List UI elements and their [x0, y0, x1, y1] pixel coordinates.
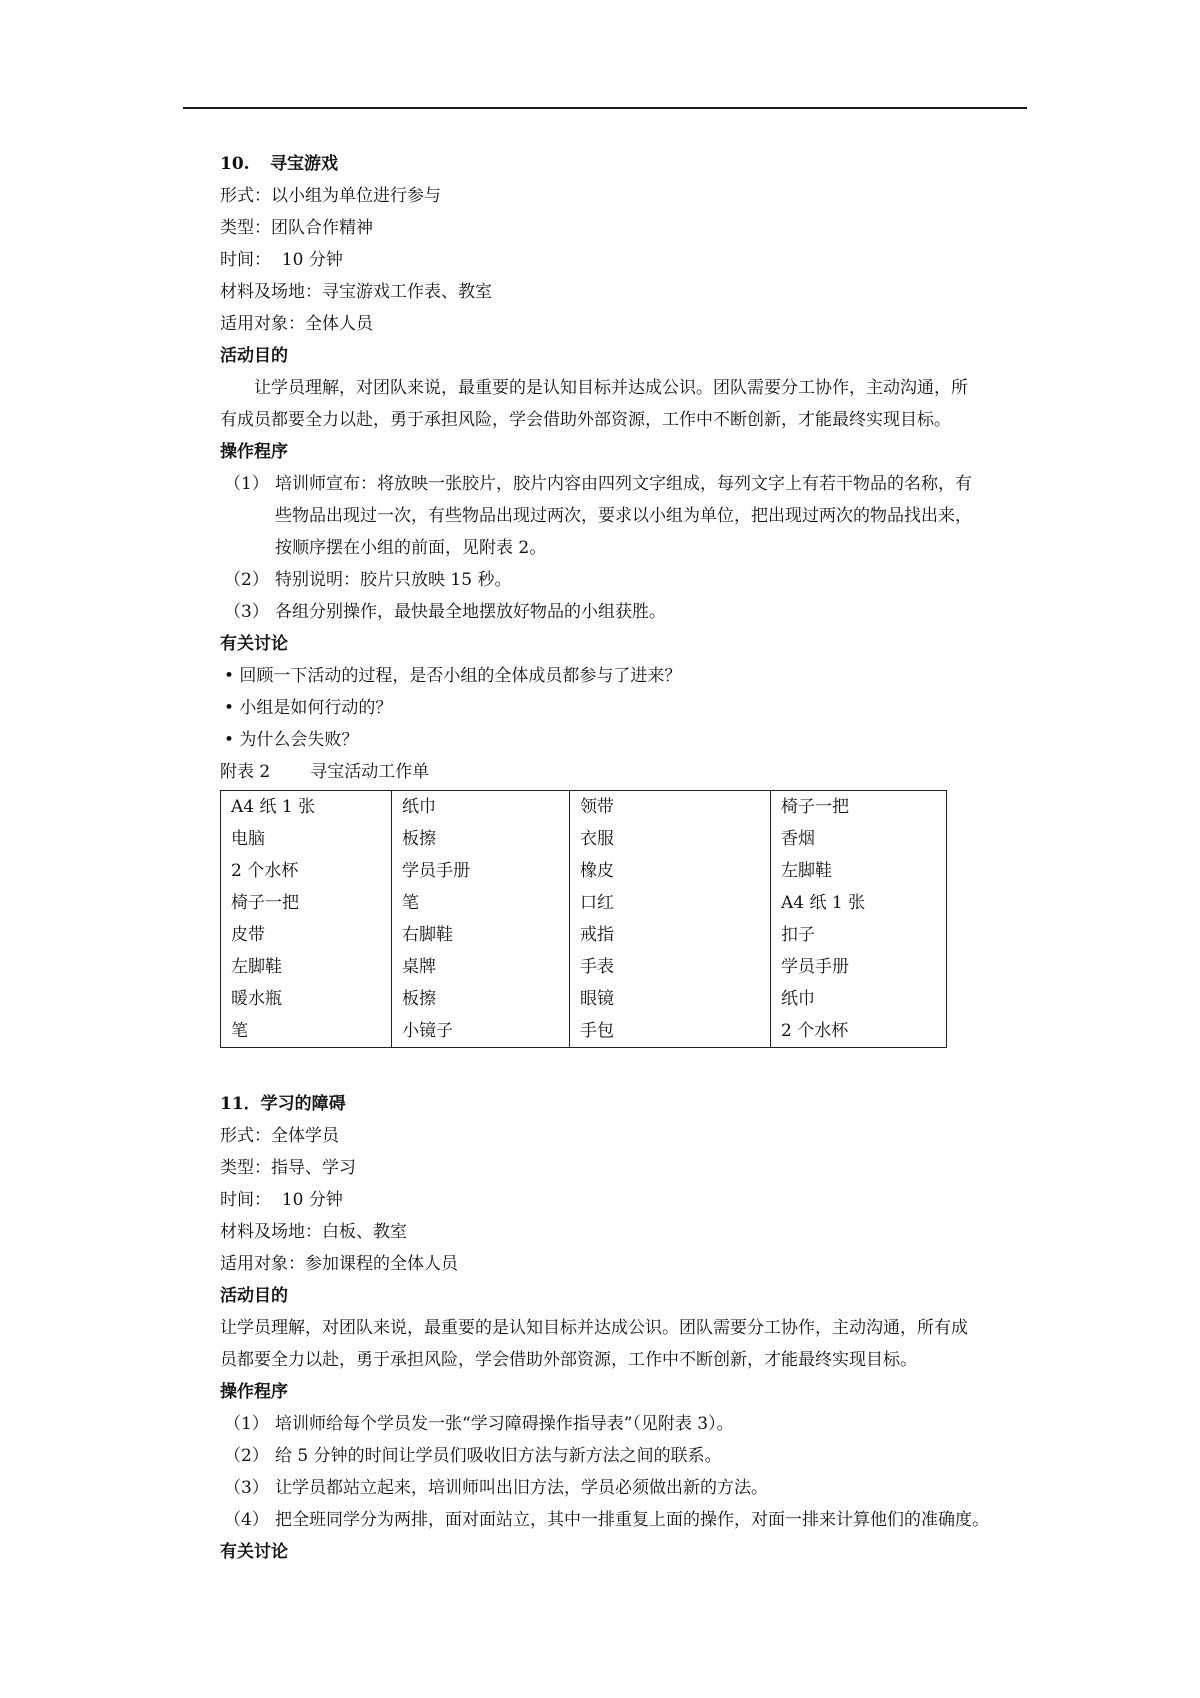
table-cell: A4 纸 1 张	[221, 791, 392, 824]
table-cell: 右脚鞋	[392, 919, 570, 951]
table-cell: 板擦	[392, 983, 570, 1015]
table-cell: 学员手册	[771, 951, 947, 983]
s11-meta-materials: 材料及场地：白板、教室	[220, 1222, 407, 1242]
s11-step-1-text: 培训师给每个学员发一张“学习障碍操作指导表”（见附表 3）。	[275, 1414, 734, 1434]
s10-discussion-item-2: • 小组是如何行动的？	[224, 698, 393, 718]
table-row	[221, 855, 947, 887]
table-row	[221, 951, 947, 983]
s10-discussion-heading: 有关讨论	[220, 634, 288, 654]
table-cell: 椅子一把	[221, 887, 392, 919]
table-cell: 眼镜	[570, 983, 771, 1015]
table-row	[221, 887, 947, 919]
table-cell: 板擦	[392, 823, 570, 855]
table-cell: 戒指	[570, 919, 771, 951]
s11-step-1	[220, 1408, 1040, 1440]
table-cell: 手包	[570, 1015, 771, 1048]
table-row	[221, 983, 947, 1015]
s11-step-3	[220, 1472, 1040, 1504]
table-cell: 椅子一把	[771, 791, 947, 824]
header-rule	[183, 107, 1027, 109]
table-cell: 笔	[221, 1015, 392, 1048]
s10-step-3-mark: （3）	[224, 602, 269, 622]
table-caption-label: 附表 2	[220, 762, 271, 782]
table-row	[221, 919, 947, 951]
s11-purpose-heading: 活动目的	[220, 1286, 288, 1306]
s11-meta-audience: 适用对象：参加课程的全体人员	[220, 1254, 458, 1274]
s10-meta-form: 形式：以小组为单位进行参与	[220, 186, 441, 206]
table-cell: 小镜子	[392, 1015, 570, 1048]
table-cell: 扣子	[771, 919, 947, 951]
s10-step-2	[220, 564, 1040, 596]
s10-purpose-heading: 活动目的	[220, 346, 288, 366]
section-11-title: 11．学习的障碍	[220, 1094, 346, 1114]
s11-step-2	[220, 1440, 1040, 1472]
s10-step-3	[220, 596, 1040, 628]
s11-discussion-heading: 有关讨论	[220, 1542, 288, 1562]
table-caption-title: 寻宝活动工作单	[310, 762, 430, 782]
s11-step-2-text: 给 5 分钟的时间让学员们吸收旧方法与新方法之间的联系。	[275, 1446, 722, 1466]
s11-meta-form: 形式：全体学员	[220, 1126, 339, 1146]
table-cell: 2 个水杯	[221, 855, 392, 887]
s10-purpose-line-2: 有成员都要全力以赴，勇于承担风险，学会借助外部资源，工作中不断创新，才能最终实现目标。	[220, 410, 951, 430]
s10-meta-materials: 材料及场地：寻宝游戏工作表、教室	[220, 282, 492, 302]
s11-step-4-text: 把全班同学分为两排，面对面站立，其中一排重复上面的操作，对面一排来计算他们的准确度。	[275, 1510, 989, 1530]
document-page	[220, 148, 1040, 1568]
s10-discussion-item-3: • 为什么会失败？	[224, 730, 359, 750]
s11-purpose-line-2: 员都要全力以赴，勇于承担风险，学会借助外部资源，工作中不断创新，才能最终实现目标。	[220, 1350, 917, 1370]
s10-step-1-line-1: 培训师宣布：将放映一张胶片，胶片内容由四列文字组成，每列文字上有若干物品的名称，有	[275, 474, 972, 494]
table-cell: 学员手册	[392, 855, 570, 887]
treasure-worksheet-table	[220, 790, 947, 1048]
s10-purpose-line-1: 让学员理解，对团队来说，最重要的是认知目标并达成公识。团队需要分工协作，主动沟通，所	[254, 378, 968, 398]
s11-step-4	[220, 1504, 1040, 1536]
s10-discussion-item-1: • 回顾一下活动的过程，是否小组的全体成员都参与了进来？	[224, 666, 682, 686]
s10-meta-time: 时间： 10 分钟	[220, 250, 343, 270]
table-cell: 左脚鞋	[771, 855, 947, 887]
s10-step-1	[220, 468, 1040, 564]
s11-procedure-heading: 操作程序	[220, 1382, 288, 1402]
table-cell: 暖水瓶	[221, 983, 392, 1015]
s10-meta-type: 类型：团队合作精神	[220, 218, 373, 238]
table-cell: 皮带	[221, 919, 392, 951]
table-cell: A4 纸 1 张	[771, 887, 947, 919]
table-caption	[220, 756, 1040, 788]
table-cell: 领带	[570, 791, 771, 824]
table-cell: 笔	[392, 887, 570, 919]
s11-step-3-mark: （3）	[224, 1478, 269, 1498]
table-cell: 纸巾	[392, 791, 570, 824]
s11-meta-time: 时间： 10 分钟	[220, 1190, 343, 1210]
s11-step-4-mark: （4）	[224, 1510, 269, 1530]
table-row	[221, 823, 947, 855]
table-cell: 左脚鞋	[221, 951, 392, 983]
s10-procedure-heading: 操作程序	[220, 442, 288, 462]
table-cell: 口红	[570, 887, 771, 919]
s11-step-1-mark: （1）	[224, 1414, 269, 1434]
s11-step-3-text: 让学员都站立起来，培训师叫出旧方法，学员必须做出新的方法。	[275, 1478, 768, 1498]
s10-step-1-line-3: 按顺序摆在小组的前面，见附表 2。	[275, 538, 547, 558]
s10-step-1-line-2: 些物品出现过一次，有些物品出现过两次，要求以小组为单位，把出现过两次的物品找出来，	[275, 506, 972, 526]
table-cell: 纸巾	[771, 983, 947, 1015]
section-10-title	[220, 148, 1040, 180]
s11-purpose-line-1: 让学员理解，对团队来说，最重要的是认知目标并达成公识。团队需要分工协作，主动沟通，所有成	[220, 1318, 968, 1338]
table-cell: 2 个水杯	[771, 1015, 947, 1048]
s10-step-2-mark: （2）	[224, 570, 269, 590]
section-10-title-text: 寻宝游戏	[270, 154, 338, 174]
table-row	[221, 1015, 947, 1048]
s10-meta-audience: 适用对象：全体人员	[220, 314, 373, 334]
table-cell: 香烟	[771, 823, 947, 855]
table-cell: 电脑	[221, 823, 392, 855]
s11-meta-type: 类型：指导、学习	[220, 1158, 356, 1178]
s10-step-1-mark: （1）	[224, 474, 269, 494]
s10-step-2-line-1: 特别说明：胶片只放映 15 秒。	[275, 570, 512, 590]
section-10-number: 10.	[220, 154, 250, 174]
table-cell: 衣服	[570, 823, 771, 855]
s11-step-2-mark: （2）	[224, 1446, 269, 1466]
s10-step-3-line-1: 各组分别操作，最快最全地摆放好物品的小组获胜。	[275, 602, 666, 622]
table-row	[221, 791, 947, 824]
table-cell: 手表	[570, 951, 771, 983]
table-cell: 橡皮	[570, 855, 771, 887]
table-cell: 桌牌	[392, 951, 570, 983]
